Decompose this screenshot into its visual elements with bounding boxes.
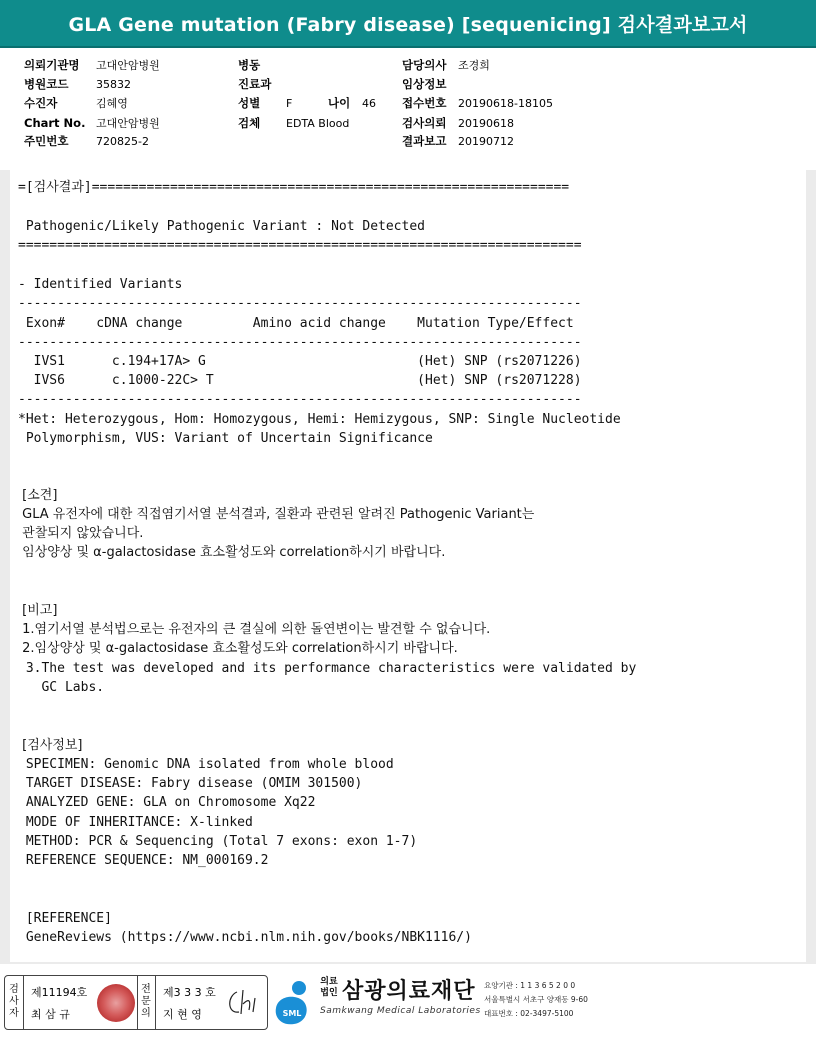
header-row bbox=[402, 94, 553, 113]
variant-table-header: Exon# cDNA change Amino acid change Mutation Type/Effect bbox=[18, 316, 574, 331]
field-value: 720825-2 bbox=[96, 135, 149, 148]
examiner-license: 제11194호 bbox=[31, 986, 88, 999]
org-prefix: 의료법인 bbox=[320, 977, 338, 998]
field-label: 수진자 bbox=[24, 96, 58, 110]
header-row bbox=[24, 94, 128, 113]
variant-row: IVS1 c.194+17A> G (Het) SNP (rs2071226) bbox=[18, 354, 582, 369]
table-rule-mid: ------------------------------------------------------------------------ bbox=[18, 335, 582, 350]
field-label: 주민번호 bbox=[24, 134, 69, 148]
report-footer bbox=[0, 966, 816, 1040]
header-row bbox=[238, 56, 286, 74]
header-row bbox=[238, 94, 376, 113]
org-info-line: 서울특별시 서초구 양재동 9-60 bbox=[484, 995, 588, 1004]
remarks-line: 3.The test was developed and its performance characteristics were validated by bbox=[18, 661, 637, 676]
examiner-name: 최 삼 규 bbox=[31, 1008, 70, 1021]
field-label: 병원코드 bbox=[24, 77, 69, 91]
field-value: 35832 bbox=[96, 78, 131, 91]
patient-header bbox=[0, 52, 816, 170]
header-row bbox=[24, 75, 131, 94]
divider bbox=[137, 976, 138, 1029]
test-info-line: REFERENCE SEQUENCE: NM_000169.2 bbox=[18, 853, 269, 868]
divider bbox=[23, 976, 24, 1029]
field-value: 김혜영 bbox=[96, 97, 128, 110]
remarks-line: GC Labs. bbox=[18, 680, 105, 695]
identified-variants-heading: - Identified Variants bbox=[18, 277, 183, 292]
header-row bbox=[402, 75, 458, 93]
field-value: 조경희 bbox=[458, 59, 490, 72]
footnote-line: Polymorphism, VUS: Variant of Uncertain Significance bbox=[18, 431, 433, 446]
reference-link[interactable]: GeneReviews (https://www.ncbi.nlm.nih.gov/books/NBK1116/) bbox=[18, 930, 472, 945]
field-value: 20190618-18105 bbox=[458, 97, 553, 110]
field-label: 의뢰기관명 bbox=[24, 58, 80, 72]
double-rule: ======================================================================== bbox=[18, 238, 582, 253]
field-value: 고대안암병원 bbox=[96, 117, 160, 130]
logo-text: SML bbox=[282, 1009, 302, 1018]
remarks-line: 1.염기서열 분석법으로는 유전자의 큰 결실에 의한 돌연변이는 발견할 수 없습니다. bbox=[18, 622, 491, 637]
test-info-line: TARGET DISEASE: Fabry disease (OMIM 301500) bbox=[18, 776, 363, 791]
table-rule-top: ------------------------------------------------------------------------ bbox=[18, 296, 582, 311]
examiner-label: 검사자 bbox=[9, 984, 19, 1019]
sml-logo-icon bbox=[272, 978, 316, 1028]
field-value: 20190712 bbox=[458, 135, 514, 148]
test-info-line: SPECIMEN: Genomic DNA isolated from whole blood bbox=[18, 757, 394, 772]
divider bbox=[155, 976, 156, 1029]
field-label: 검체 bbox=[238, 116, 261, 130]
opinion-line: GLA 유전자에 대한 직접염기서열 분석결과, 질환과 관련된 알려진 Pathogenic Variant는 bbox=[18, 507, 535, 522]
opinion-line: 관찰되지 않았습니다. bbox=[18, 526, 144, 541]
report-title: GLA Gene mutation (Fabry disease) [sequenicing] 검사결과보고서 bbox=[68, 13, 748, 36]
specialist-name: 지 현 영 bbox=[163, 1008, 202, 1021]
table-rule-bottom: ------------------------------------------------------------------------ bbox=[18, 392, 582, 407]
field-value: F bbox=[286, 97, 293, 110]
signature-box bbox=[4, 975, 268, 1030]
age-value: 46 bbox=[362, 97, 376, 110]
header-row bbox=[238, 75, 286, 93]
report-title-bar bbox=[0, 0, 816, 48]
specialist-license: 제3 3 3 호 bbox=[163, 986, 216, 999]
test-info-line: ANALYZED GENE: GLA on Chromosome Xq22 bbox=[18, 795, 316, 810]
org-name: 삼광의료재단 bbox=[342, 979, 476, 1004]
field-label: 진료과 bbox=[238, 77, 272, 91]
pathogenic-summary: Pathogenic/Likely Pathogenic Variant : Not Detected bbox=[18, 219, 425, 234]
opinion-heading: [소견] bbox=[18, 488, 58, 503]
signature-icon bbox=[223, 986, 263, 1020]
section-result-header: =[검사결과]============================================================= bbox=[18, 180, 570, 195]
field-label: 결과보고 bbox=[402, 134, 447, 148]
header-row bbox=[402, 132, 514, 151]
header-row bbox=[402, 114, 514, 133]
official-seal-icon bbox=[97, 984, 135, 1022]
test-info-line: MODE OF INHERITANCE: X-linked bbox=[18, 815, 253, 830]
org-english-name: Samkwang Medical Laboratories bbox=[320, 1006, 481, 1016]
opinion-line: 임상양상 및 α-galactosidase 효소활성도와 correlation하시기 바랍니다. bbox=[18, 545, 446, 560]
field-label: 성별 bbox=[238, 96, 261, 110]
field-label: 검사의뢰 bbox=[402, 116, 447, 130]
field-value: 고대안암병원 bbox=[96, 59, 160, 72]
footnote-line: *Het: Heterozygous, Hom: Homozygous, Hemi: Hemizygous, SNP: Single Nucleotide bbox=[18, 412, 621, 427]
field-label: Chart No. bbox=[24, 116, 86, 130]
field-label: 담당의사 bbox=[402, 58, 447, 72]
variant-row: IVS6 c.1000-22C> T (Het) SNP (rs2071228) bbox=[18, 373, 582, 388]
org-info-line: 대표번호 : 02-3497-5100 bbox=[484, 1009, 574, 1018]
header-row bbox=[24, 114, 160, 133]
remarks-heading: [비고] bbox=[18, 603, 58, 618]
test-info-line: METHOD: PCR & Sequencing (Total 7 exons: exon 1-7) bbox=[18, 834, 418, 849]
field-value: EDTA Blood bbox=[286, 117, 350, 130]
remarks-line: 2.임상양상 및 α-galactosidase 효소활성도와 correlation하시기 바랍니다. bbox=[18, 641, 458, 656]
field-label: 병동 bbox=[238, 58, 261, 72]
test-info-heading: [검사정보] bbox=[18, 738, 83, 753]
report-body bbox=[10, 170, 806, 962]
reference-heading: [REFERENCE] bbox=[18, 911, 112, 926]
header-row bbox=[24, 56, 160, 75]
org-info-line: 요양기관 : 1 1 3 6 5 2 0 0 bbox=[484, 981, 576, 990]
field-label: 접수번호 bbox=[402, 96, 447, 110]
header-row bbox=[238, 114, 349, 133]
field-label: 임상정보 bbox=[402, 77, 447, 91]
header-row bbox=[402, 56, 490, 75]
field-value: 20190618 bbox=[458, 117, 514, 130]
specialist-label: 전문의 bbox=[141, 984, 151, 1019]
age-label: 나이 bbox=[328, 96, 351, 110]
header-row bbox=[24, 132, 149, 151]
